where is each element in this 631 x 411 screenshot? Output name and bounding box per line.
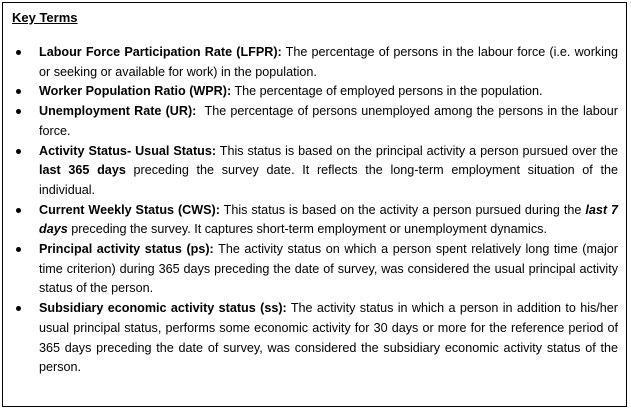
term-name: Principal activity status (ps): bbox=[39, 242, 214, 257]
term-name: Subsidiary economic activity status (ss): bbox=[39, 301, 287, 316]
bullet-icon bbox=[16, 149, 21, 154]
key-terms-list bbox=[3, 43, 626, 378]
term-principal-status bbox=[3, 240, 626, 299]
term-lfpr bbox=[3, 43, 626, 82]
term-definition-end: preceding the survey. It captures short-term employment or unemployment dynamics. bbox=[67, 222, 547, 237]
term-name: Activity Status- Usual Status: bbox=[39, 143, 217, 158]
bullet-icon bbox=[16, 247, 21, 252]
key-terms-title: Key Terms bbox=[12, 10, 78, 25]
term-definition-end: preceding the survey date. It reflects the long-term employment situation of the individual. bbox=[39, 163, 618, 197]
term-name: Current Weekly Status (CWS): bbox=[39, 202, 220, 217]
bullet-icon bbox=[16, 50, 21, 55]
term-definition: The percentage of persons unemployed among the persons in the labour force. bbox=[39, 104, 622, 138]
term-name: Worker Population Ratio (WPR): bbox=[39, 84, 232, 99]
term-usual-status bbox=[3, 142, 626, 201]
term-definition: The percentage of employed persons in the population. bbox=[231, 84, 543, 99]
term-definition-start: This status is based on the principal activity a person pursued over the bbox=[216, 143, 618, 158]
term-emphasis: last 365 days bbox=[39, 163, 126, 178]
bullet-icon bbox=[16, 208, 21, 213]
term-subsidiary-status bbox=[3, 299, 626, 378]
term-ur bbox=[3, 102, 626, 141]
term-name: Labour Force Participation Rate (LFPR): bbox=[39, 45, 282, 59]
term-definition: The activity status in which a person in addition to his/her usual principal status, performs some economic activity for 30 days or more for the reference period of 365 days preceding the date of survey, was considered the subsidiary economic activity status of the person. bbox=[39, 301, 618, 375]
term-emphasis: last 7 days bbox=[39, 202, 618, 237]
term-cws bbox=[3, 201, 626, 240]
bullet-icon bbox=[16, 306, 21, 311]
term-wpr bbox=[3, 82, 626, 102]
term-definition: The activity status on which a person spent relatively long time (major time criterion) during 365 days preceding the date of survey, was considered the usual principal activity status of the person. bbox=[39, 242, 618, 296]
key-terms-box bbox=[2, 2, 627, 407]
term-definition: The percentage of persons in the labour force (i.e. working or seeking or available for work) in the population. bbox=[39, 45, 618, 79]
term-definition-start: This status is based on the activity a person pursued during the bbox=[219, 202, 586, 217]
bullet-icon bbox=[16, 109, 21, 114]
term-name: Unemployment Rate (UR): bbox=[39, 104, 197, 119]
bullet-icon bbox=[16, 89, 21, 94]
